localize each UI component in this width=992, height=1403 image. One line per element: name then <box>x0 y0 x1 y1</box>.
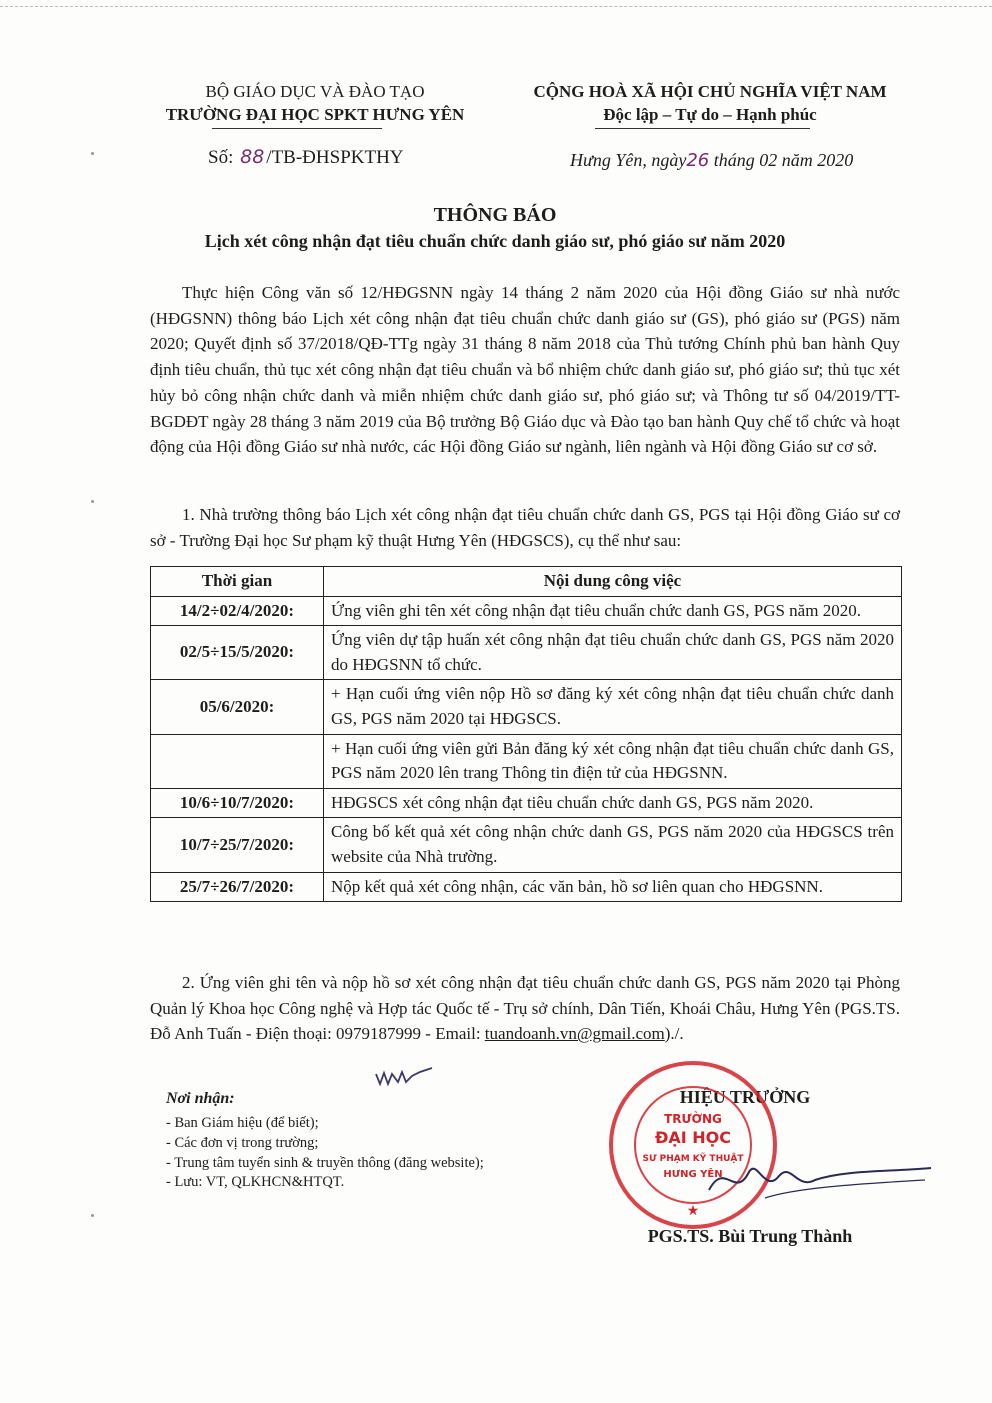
paragraph-2-end: )./. <box>664 1024 684 1044</box>
table-header-row <box>151 567 902 597</box>
document-date <box>570 150 853 171</box>
date-prefix: Hưng Yên, ngày <box>570 150 687 170</box>
document-number <box>208 146 404 169</box>
national-heading <box>495 80 925 126</box>
motto-underline <box>595 128 810 129</box>
document-title: THÔNG BÁO <box>433 204 557 226</box>
date-day-handwritten: 26 <box>686 150 710 171</box>
signature-scribble-icon <box>705 1150 935 1210</box>
row-content: Ứng viên dự tập huấn xét công nhận đạt tiêu chuẩn chức danh GS, PGS năm 2020 do HĐGSNN tổ chức. <box>324 626 902 680</box>
row-content: Nộp kết quả xét công nhận, các văn bản, hồ sơ liên quan cho HĐGSNN. <box>324 872 902 902</box>
number-suffix: /TB-ĐHSPKTHY <box>266 147 404 168</box>
row-time: 05/6/2020: <box>151 680 324 734</box>
intro-paragraph: Thực hiện Công văn số 12/HĐGSNN ngày 14 tháng 2 năm 2020 của Hội đồng Giáo sư nhà nước (HĐGSNN) thông báo Lịch xét công nhận đạt tiêu chuẩn chức danh giáo sư (GS), phó giáo sư (PGS) năm 2020; Quyết định số 37/2018/QĐ-TTg ngày 31 tháng 8 năm 2018 của Thủ tướng Chính phủ ban hành Quy định tiêu chuẩn, thủ tục xét công nhận đạt tiêu chuẩn và bổ nhiệm chức danh giáo sư, phó giáo sư; thủ tục xét hủy bỏ công nhận chức danh và miễn nhiệm chức danh giáo sư, phó giáo sư; và Thông tư số 04/2019/TT-BGDĐT ngày 28 tháng 3 năm 2019 của Bộ trưởng Bộ Giáo dục và Đào tạo ban hành Quy chế tổ chức và hoạt động của Hội đồng Giáo sư nhà nước, các Hội đồng Giáo sư ngành, liên ngành và Hội đồng Giáo sư cơ sở. <box>150 283 900 457</box>
table-row <box>151 818 902 872</box>
row-content: Công bố kết quả xét công nhận chức danh GS, PGS năm 2020 của HĐGSCS trên website của Nhà trường. <box>324 818 902 872</box>
list-item: - Các đơn vị trong trường; <box>166 1134 319 1151</box>
list-item: - Lưu: VT, QLKHCN&HTQT. <box>166 1174 345 1191</box>
seal-line-1: TRƯỜNG <box>664 1112 722 1126</box>
paragraph-2 <box>150 970 900 1047</box>
document-subtitle: Lịch xét công nhận đạt tiêu chuẩn chức danh giáo sư, phó giáo sư năm 2020 <box>204 231 786 251</box>
paragraph-2-text: 2. Ứng viên ghi tên và nộp hồ sơ xét công nhận đạt tiêu chuẩn chức danh GS, PGS năm 2020 tại Phòng Quản lý Khoa học Công nghệ và Hợp tác Quốc tế - Trụ sở chính, Dân Tiến, Khoái Châu, Hưng Yên (PGS.TS. Đỗ Anh Tuấn - Điện thoại: 0979187999 - Email: <box>150 973 900 1044</box>
row-time <box>151 734 324 788</box>
row-time: 10/7÷25/7/2020: <box>151 818 324 872</box>
row-content: + Hạn cuối ứng viên gửi Bản đăng ký xét công nhận đạt tiêu chuẩn chức danh GS, PGS năm 2020 lên trang Thông tin điện tử của HĐGSNN. <box>324 734 902 788</box>
row-time: 02/5÷15/5/2020: <box>151 626 324 680</box>
scan-top-edge <box>0 0 992 7</box>
table-row <box>151 788 902 818</box>
row-time: 25/7÷26/7/2020: <box>151 872 324 902</box>
table-row <box>151 680 902 734</box>
list-item: - Ban Giám hiệu (để biết); <box>166 1115 319 1131</box>
ministry-name: BỘ GIÁO DỤC VÀ ĐÀO TẠO <box>205 82 425 101</box>
paragraph-1: 1. Nhà trường thông báo Lịch xét công nhận đạt tiêu chuẩn chức danh GS, PGS tại Hội đồng Giáo sư cơ sở - Trường Đại học Sư phạm kỹ thuật Hưng Yên (HĐGSCS), cụ thể như sau: <box>150 505 900 550</box>
table-row <box>151 596 902 626</box>
nation-name: CỘNG HOÀ XÃ HỘI CHỦ NGHĨA VIỆT NAM <box>533 82 887 101</box>
national-motto: Độc lập – Tự do – Hạnh phúc <box>603 105 817 124</box>
contact-email-link[interactable]: tuandoanh.vn@gmail.com <box>484 1024 665 1044</box>
recipients-heading: Nơi nhận: <box>166 1090 235 1107</box>
row-content: Ứng viên ghi tên xét công nhận đạt tiêu chuẩn chức danh GS, PGS năm 2020. <box>324 596 902 626</box>
issuer-underline <box>212 128 382 129</box>
table-row <box>151 872 902 902</box>
row-content: HĐGSCS xét công nhận đạt tiêu chuẩn chức danh GS, PGS năm 2020. <box>324 788 902 818</box>
row-content: + Hạn cuối ứng viên nộp Hồ sơ đăng ký xét công nhận đạt tiêu chuẩn chức danh GS, PGS năm 2020 tại HĐGSCS. <box>324 680 902 734</box>
header-time: Thời gian <box>151 567 324 597</box>
signatory-title: HIỆU TRƯỞNG <box>679 1087 811 1107</box>
schedule-table <box>150 566 902 902</box>
table-row <box>151 626 902 680</box>
seal-line-2: ĐẠI HỌC <box>654 1128 732 1147</box>
seal-line-3: SƯ PHẠM KỸ THUẬT <box>642 1154 744 1164</box>
number-prefix: Số: <box>208 147 234 168</box>
school-name: TRƯỜNG ĐẠI HỌC SPKT HƯNG YÊN <box>165 105 465 124</box>
list-item: - Trung tâm tuyển sinh & truyền thông (đăng website); <box>166 1154 484 1171</box>
seal-line-4: HƯNG YÊN <box>663 1169 723 1180</box>
signatory-name: PGS.TS. Bùi Trung Thành <box>647 1226 853 1246</box>
row-time: 10/6÷10/7/2020: <box>151 788 324 818</box>
recipients-list <box>166 1114 484 1193</box>
number-handwritten: 88 <box>240 146 265 168</box>
table-row <box>151 734 902 788</box>
header-content: Nội dung công việc <box>324 567 902 597</box>
date-suffix: tháng 02 năm 2020 <box>713 150 854 170</box>
issuer-block <box>120 80 510 126</box>
svg-text:★: ★ <box>686 1204 700 1219</box>
row-time: 14/2÷02/4/2020: <box>151 596 324 626</box>
initials-scribble-icon <box>372 1064 442 1092</box>
